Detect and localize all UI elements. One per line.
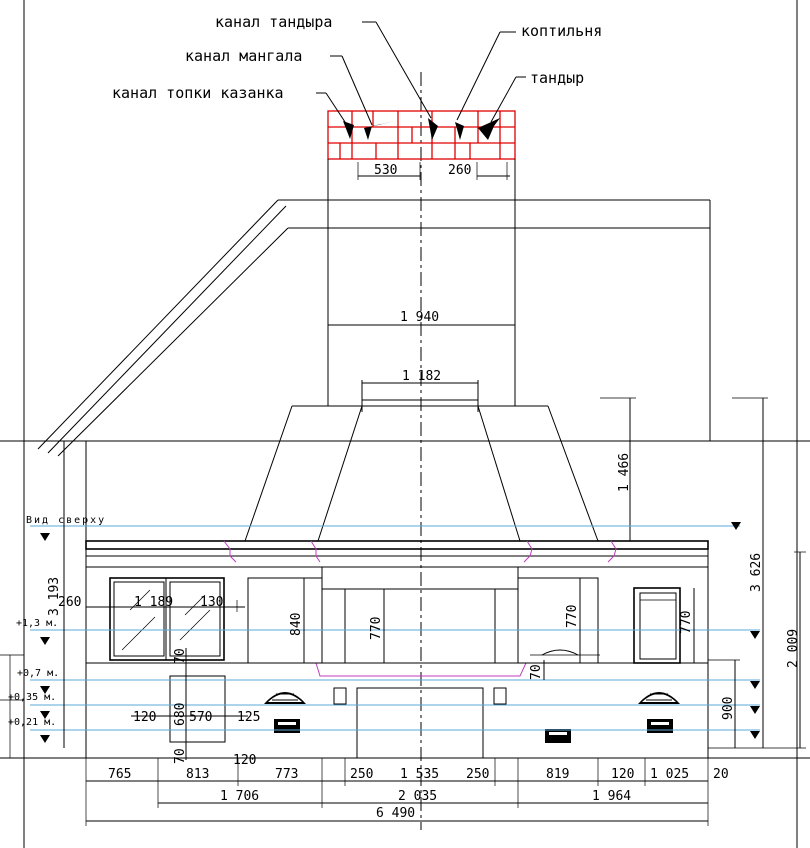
dim-row1-4: 1 535 <box>400 767 440 782</box>
dim-row1-5: 250 <box>466 767 490 782</box>
dim-row2-1: 2 035 <box>398 789 438 804</box>
dim-70-top: 70 <box>173 648 188 664</box>
level-1-3: +1,3 м. <box>16 618 59 629</box>
dim-row1-6: 819 <box>546 767 570 782</box>
dim-row1-0: 765 <box>108 767 132 782</box>
dim-680: 680 <box>173 702 188 726</box>
dim-row1-3: 250 <box>350 767 374 782</box>
dim-770-window: 770 <box>679 610 694 634</box>
dim-125: 125 <box>237 710 261 725</box>
dim-70-right: 70 <box>529 664 544 680</box>
dim-row1-9: 20 <box>713 767 729 782</box>
dim-chimney-width: 1 940 <box>400 310 440 325</box>
dim-900: 900 <box>721 696 736 720</box>
dim-770-center: 770 <box>369 616 384 640</box>
hood <box>245 369 636 541</box>
dim-130: 130 <box>200 595 224 610</box>
callout-smokehouse: коптильня <box>521 22 603 40</box>
level-0-35: +0,35 м. <box>8 692 57 703</box>
dim-530: 530 <box>374 163 398 178</box>
dim-260-top: 260 <box>448 163 472 178</box>
callout-tandoor-channel: канал тандыра <box>215 13 333 31</box>
dim-hood-height: 1 466 <box>617 452 632 492</box>
top-plan-view <box>328 111 515 180</box>
callout-grill-channel: канал мангала <box>185 47 303 65</box>
dim-840: 840 <box>289 612 304 636</box>
callout-tandoor: тандыр <box>530 69 585 87</box>
dim-770-right: 770 <box>565 604 580 628</box>
dim-overall: 6 490 <box>376 806 416 821</box>
dim-row1-7: 120 <box>611 767 635 782</box>
callout-kazan-firebox-channel: канал топки казанка <box>112 84 284 102</box>
dim-row1-2: 773 <box>275 767 299 782</box>
roof-outline <box>38 200 710 456</box>
dim-120-base: 120 <box>233 753 257 768</box>
level-0-21: +0,21 м. <box>8 717 57 728</box>
dim-570: 570 <box>189 710 213 725</box>
dim-70-bottom: 70 <box>173 748 188 764</box>
dim-right-height: 2 009 <box>786 628 801 668</box>
dim-120-door: 120 <box>133 710 157 725</box>
dim-row2-0: 1 706 <box>220 789 260 804</box>
dim-hood-top: 1 182 <box>402 369 442 384</box>
dim-total-height: 3 626 <box>749 552 764 592</box>
dim-left-height: 3 193 <box>47 576 62 616</box>
plan-label: Вид сверху <box>26 515 107 526</box>
inner-dimensions <box>86 578 694 760</box>
dim-row2-2: 1 964 <box>592 789 632 804</box>
dim-row1-8: 1 025 <box>650 767 690 782</box>
dim-window-width: 1 189 <box>134 595 174 610</box>
dim-row1-1: 813 <box>186 767 210 782</box>
dim-260-left: 260 <box>58 595 82 610</box>
level-0-7: +0,7 м. <box>17 668 60 679</box>
